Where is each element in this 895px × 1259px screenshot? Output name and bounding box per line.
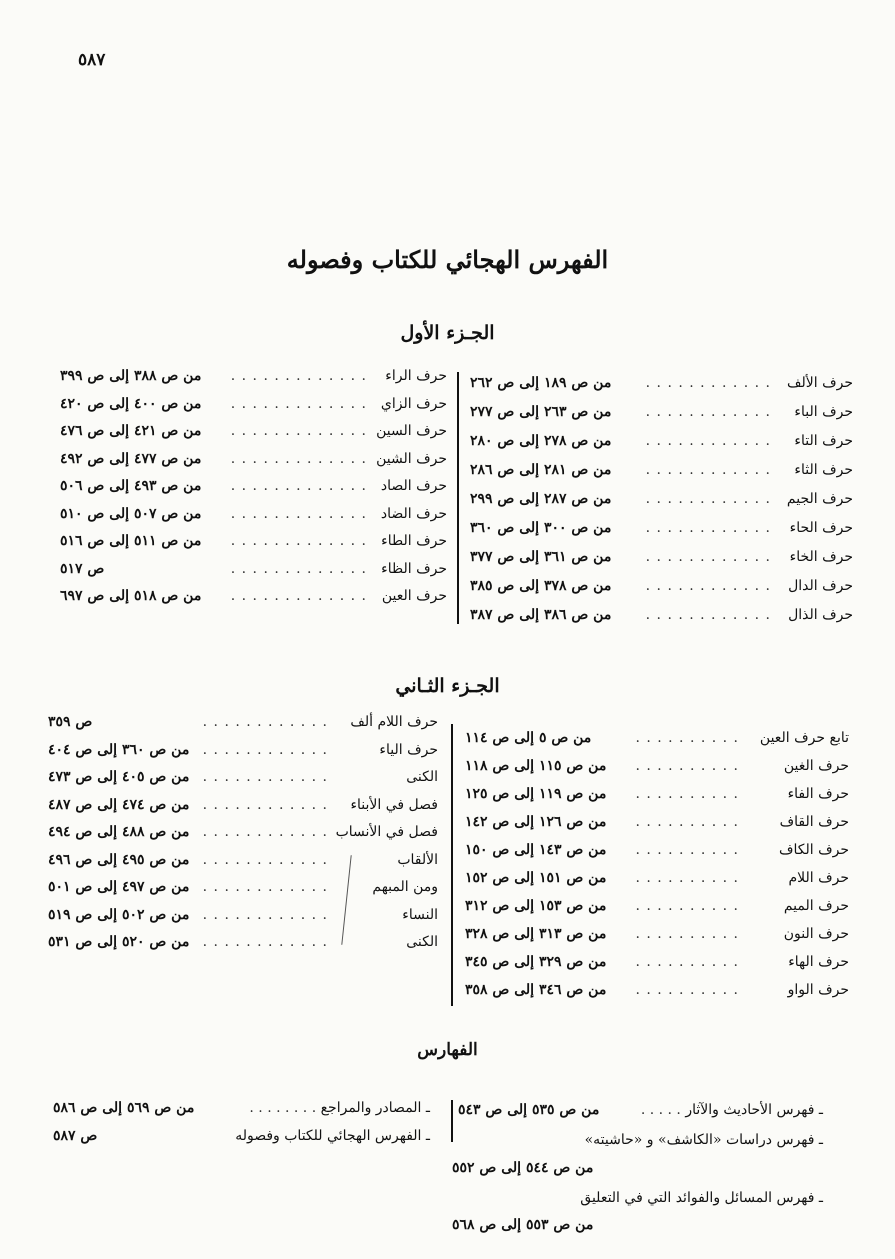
page-number: ٥٨٧ <box>78 50 106 70</box>
page-range: ص ٥١٧ <box>60 560 105 577</box>
dot-leader <box>635 982 739 998</box>
part2-heading: الجـزء الثـاني <box>395 675 500 697</box>
index-range: من ص ٥٤٤ إلى ص ٥٥٢ <box>452 1160 594 1176</box>
entry-label: حرف الغين <box>783 758 849 774</box>
page-range: من ص ٣٤٦ إلى ص ٣٥٨ <box>465 982 607 998</box>
entry-label: حرف العين <box>381 588 447 604</box>
dot-leader <box>640 433 771 449</box>
dot-leader <box>640 549 771 565</box>
entry-label: حرف الصاد <box>380 478 447 494</box>
page-range: من ص ٤٠٥ إلى ص ٤٧٣ <box>48 769 190 785</box>
dot-leader <box>640 375 771 391</box>
toc-entry <box>470 375 853 401</box>
entry-label: حرف الباء <box>794 404 853 420</box>
dot-leader <box>198 769 328 785</box>
entry-label: حرف الذال <box>788 607 853 623</box>
dot-leader <box>198 714 328 730</box>
page-range: من ص ٢٨١ إلى ص ٢٨٦ <box>470 462 612 478</box>
dot-leader <box>198 907 328 923</box>
dot-leader <box>198 742 328 758</box>
page-range: من ص ٣٦٠ إلى ص ٤٠٤ <box>48 741 190 758</box>
dot-leader <box>640 404 771 420</box>
toc-entry <box>465 842 849 868</box>
page-range: من ص ٣١٣ إلى ص ٣٢٨ <box>465 926 607 942</box>
entry-label: حرف الخاء <box>789 549 853 565</box>
dot-leader <box>230 588 367 604</box>
toc-entry <box>465 758 849 784</box>
entry-label: حرف الفاء <box>787 786 849 802</box>
index-range: من ص ٥٥٣ إلى ص ٥٦٨ <box>452 1217 594 1233</box>
index-entry-alphabetical: ـ الفهرس الهجائي للكتاب وفصوله <box>235 1128 430 1144</box>
toc-entry <box>60 368 447 394</box>
entry-label: الكنى <box>406 769 438 785</box>
dot-leader <box>635 814 739 830</box>
dot-leader <box>230 561 367 577</box>
toc-entry <box>470 520 853 546</box>
dot-leader <box>198 879 328 895</box>
entry-label: حرف الواو <box>787 982 849 998</box>
entry-label: حرف الياء <box>379 741 438 758</box>
entry-label: حرف الألف <box>787 375 853 391</box>
dot-leader <box>640 491 771 507</box>
toc-entry <box>60 396 447 422</box>
dot-leader <box>230 368 367 384</box>
dot-leader <box>198 824 328 840</box>
toc-entry <box>465 786 849 812</box>
toc-entry <box>60 561 447 587</box>
index-range: ص ٥٨٧ <box>53 1128 98 1144</box>
page-range: من ص ٣٢٩ إلى ص ٣٤٥ <box>465 954 607 970</box>
dot-leader <box>635 898 739 914</box>
toc-entry <box>470 549 853 575</box>
index-label: ـ المصادر والمراجع <box>320 1100 430 1116</box>
toc-entry <box>48 879 438 905</box>
index-range: من ص ٥٣٥ إلى ص ٥٤٣ <box>458 1102 600 1118</box>
entry-label: حرف الثاء <box>794 462 853 478</box>
dot-leader <box>640 520 771 536</box>
page-range: من ص ١٥٣ إلى ص ٣١٢ <box>465 898 607 914</box>
toc-entry <box>48 907 438 933</box>
entry-label: النساء <box>402 906 438 923</box>
page-range: ص ٣٥٩ <box>48 714 93 730</box>
index-entry-masail: ـ فهرس المسائل والفوائد التي في التعليق <box>580 1190 823 1206</box>
page-range: من ص ٣٠٠ إلى ص ٣٦٠ <box>470 520 612 536</box>
dot-leader <box>635 786 739 802</box>
toc-entry <box>48 852 438 878</box>
page-range: من ص ٥ إلى ص ١١٤ <box>465 730 592 746</box>
page-range: من ص ٢٧٨ إلى ص ٢٨٠ <box>470 433 612 449</box>
toc-entry <box>60 423 447 449</box>
page-range: من ص ١١٩ إلى ص ١٢٥ <box>465 786 607 802</box>
page-range: من ص ٢٦٣ إلى ص ٢٧٧ <box>470 404 612 420</box>
part1-heading: الجـزء الأول <box>400 322 495 344</box>
entry-label: حرف الجيم <box>786 491 853 507</box>
toc-entry <box>465 730 849 756</box>
toc-entry <box>470 433 853 459</box>
page-range: من ص ٥١٨ إلى ص ٦٩٧ <box>60 588 202 604</box>
toc-entry <box>60 451 447 477</box>
dot-leader <box>230 423 367 439</box>
entry-label: حرف الضاد <box>380 505 447 522</box>
entry-label: حرف الدال <box>788 578 853 594</box>
page-range: من ص ١٢٦ إلى ص ١٤٢ <box>465 814 607 830</box>
index-label: ـ فهرس الأحاديث والآثار <box>685 1102 823 1118</box>
toc-entry <box>465 814 849 840</box>
page-range: من ص ٣٧٨ إلى ص ٣٨٥ <box>470 578 612 594</box>
dot-leader <box>198 852 328 868</box>
entry-label: تابع حرف العين <box>759 730 849 746</box>
entry-label: حرف التاء <box>794 433 853 449</box>
dot-leader <box>230 478 367 494</box>
dot-leader <box>198 797 328 813</box>
page-range: من ص ١٨٩ إلى ص ٢٦٢ <box>470 375 612 391</box>
dot-leader <box>635 954 739 970</box>
page-range: من ص ٤٩٧ إلى ص ٥٠١ <box>48 879 190 895</box>
toc-entry <box>60 506 447 532</box>
index-entry-sources: ـ المصادر والمراجع . . . . . . . . <box>249 1100 430 1116</box>
entry-label: الكنى <box>406 934 438 950</box>
column-divider <box>451 724 453 1006</box>
dot-leader <box>635 758 739 774</box>
index-entry-kashif: ـ فهرس دراسات «الكاشف» و «حاشيته» <box>584 1132 823 1148</box>
entry-label: حرف الحاء <box>789 520 853 536</box>
toc-entry <box>465 898 849 924</box>
dot-leader <box>640 462 771 478</box>
dot-leader <box>230 396 367 412</box>
toc-entry <box>48 742 438 768</box>
toc-entry <box>48 714 438 740</box>
entry-label: حرف الهاء <box>788 954 849 970</box>
dot-leader <box>640 607 771 623</box>
toc-entry <box>48 824 438 850</box>
page-range: من ص ١٥١ إلى ص ١٥٢ <box>465 870 607 886</box>
toc-entry <box>60 478 447 504</box>
page-range: من ص ٣٦١ إلى ص ٣٧٧ <box>470 549 612 565</box>
toc-entry <box>465 982 849 1008</box>
toc-entry <box>470 491 853 517</box>
entry-label: حرف القاف <box>779 814 849 830</box>
page-range: من ص ٥٢٠ إلى ص ٥٣١ <box>48 934 190 950</box>
toc-entry <box>470 404 853 430</box>
page-range: من ص ٤٧٧ إلى ص ٤٩٢ <box>60 450 202 467</box>
page-range: من ص ١٤٣ إلى ص ١٥٠ <box>465 842 607 858</box>
dot-leader <box>635 926 739 942</box>
toc-entry <box>470 462 853 488</box>
entry-label: حرف الكاف <box>778 842 849 858</box>
indexes-heading: الفهارس <box>417 1040 478 1060</box>
page-range: من ص ٣٨٨ إلى ص ٣٩٩ <box>60 368 202 384</box>
entry-label: حرف الطاء <box>381 533 447 549</box>
column-divider <box>451 1100 453 1142</box>
page-range: من ص ٥٠٢ إلى ص ٥١٩ <box>48 906 190 923</box>
toc-entry <box>48 769 438 795</box>
entry-label: حرف النون <box>783 926 849 942</box>
toc-entry <box>465 954 849 980</box>
entry-label: حرف الزاي <box>380 395 447 412</box>
entry-label: حرف الميم <box>783 898 849 914</box>
page-range: من ص ٣٨٦ إلى ص ٣٨٧ <box>470 607 612 623</box>
column-divider <box>457 372 459 624</box>
page-range: من ص ٤٢١ إلى ص ٤٧٦ <box>60 423 202 439</box>
entry-label: فصل في الأنساب <box>335 824 438 840</box>
entry-label: ومن المبهم <box>372 879 438 895</box>
page-range: من ص ١١٥ إلى ص ١١٨ <box>465 758 607 774</box>
page-range: من ص ٤٩٥ إلى ص ٤٩٦ <box>48 851 190 868</box>
toc-entry <box>48 797 438 823</box>
page-range: من ص ٤٠٠ إلى ص ٤٢٠ <box>60 395 202 412</box>
page-range: من ص ٤٩٣ إلى ص ٥٠٦ <box>60 478 202 494</box>
dot-leader <box>635 870 739 886</box>
toc-entry <box>60 588 447 614</box>
dot-leader <box>198 934 328 950</box>
entry-label: حرف السين <box>376 423 447 439</box>
page-range: من ص ٥٠٧ إلى ص ٥١٠ <box>60 505 202 522</box>
entry-label: حرف الظاء <box>381 560 447 577</box>
dot-leader <box>230 451 367 467</box>
toc-entry <box>48 934 438 960</box>
toc-entry <box>60 533 447 559</box>
toc-entry <box>470 578 853 604</box>
entry-label: حرف الشين <box>376 450 447 467</box>
entry-label: حرف اللام <box>788 870 849 886</box>
dot-leader <box>230 533 367 549</box>
entry-label: حرف الراء <box>385 368 447 384</box>
index-range: من ص ٥٦٩ إلى ص ٥٨٦ <box>53 1100 195 1116</box>
toc-entry <box>465 870 849 896</box>
entry-label: حرف اللام ألف <box>350 714 438 730</box>
dot-leader <box>635 842 739 858</box>
page-range: من ص ٢٨٧ إلى ص ٢٩٩ <box>470 491 612 507</box>
index-entry-hadith: ـ فهرس الأحاديث والآثار . . . . . <box>640 1102 823 1118</box>
toc-entry <box>470 607 853 633</box>
dot-leader <box>635 730 739 746</box>
dot-leader <box>640 578 771 594</box>
page-range: من ص ٤٧٤ إلى ص ٤٨٧ <box>48 796 190 813</box>
entry-label: فصل في الأبناء <box>350 796 438 813</box>
entry-label: الألقاب <box>397 851 438 868</box>
dot-leader <box>230 506 367 522</box>
toc-entry <box>465 926 849 952</box>
page-title: الفهرس الهجائي للكتاب وفصوله <box>286 245 609 274</box>
page-range: من ص ٥١١ إلى ص ٥١٦ <box>60 533 202 549</box>
page-range: من ص ٤٨٨ إلى ص ٤٩٤ <box>48 824 190 840</box>
